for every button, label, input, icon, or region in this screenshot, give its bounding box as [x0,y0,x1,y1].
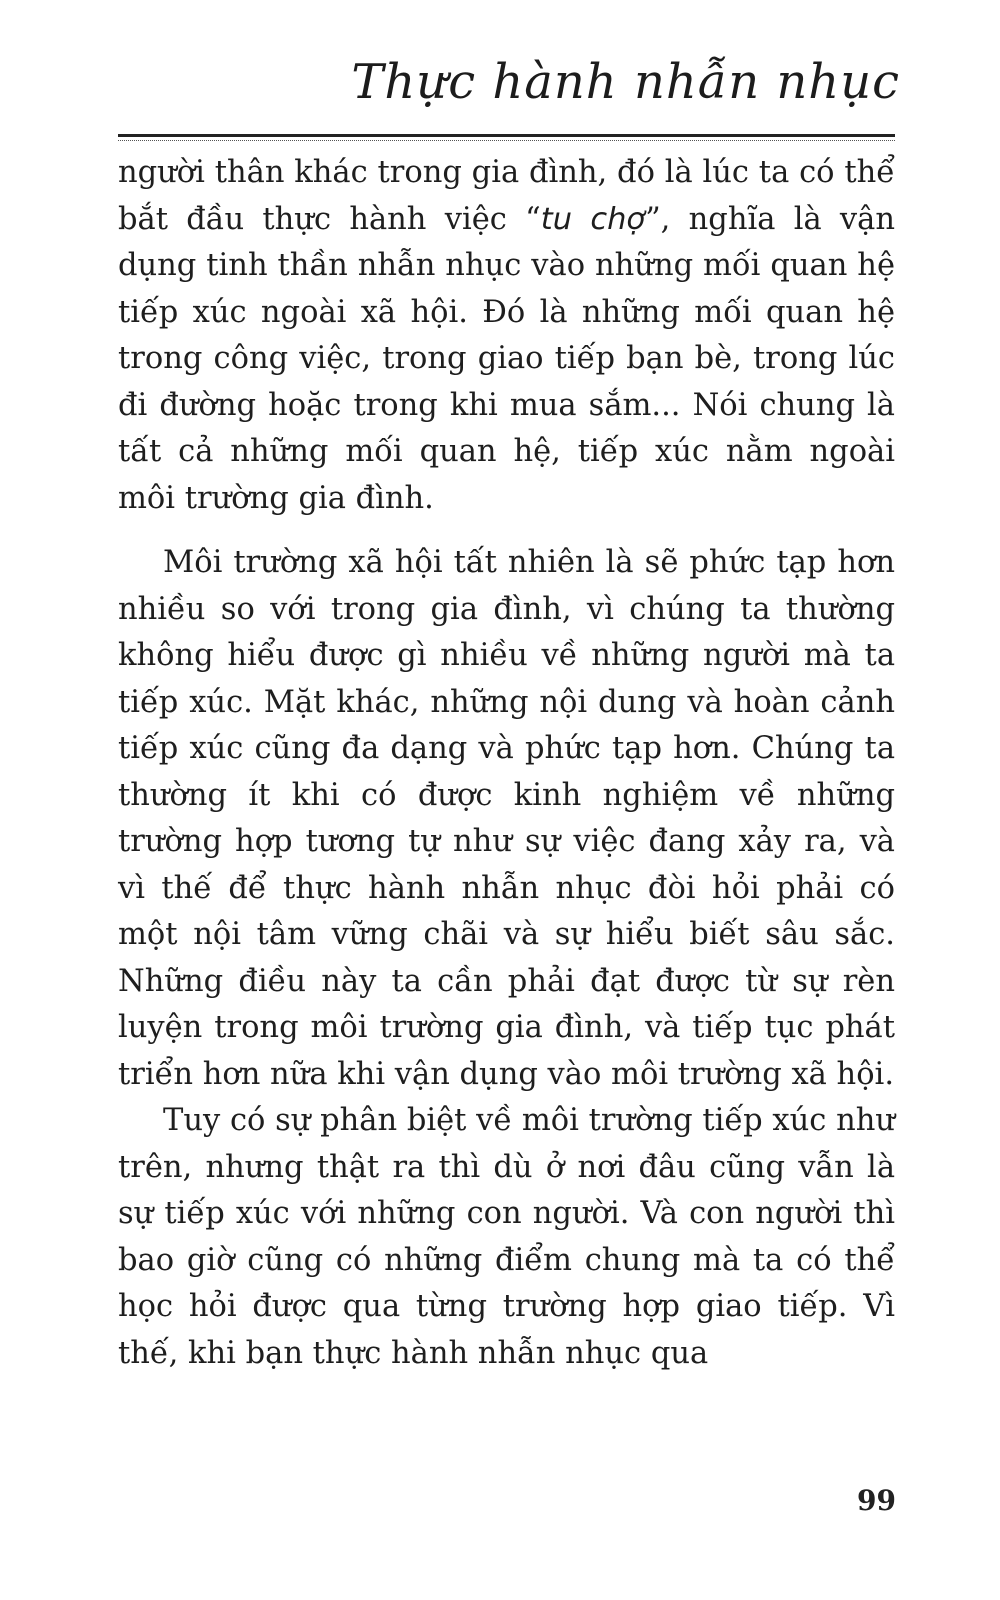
running-header-title: Thực hành nhẫn nhục [351,54,900,110]
page-number: 99 [857,1484,896,1517]
header-rule [118,134,895,137]
paragraph-1-text-end: ”, nghĩa là vận dụng tinh thần nhẫn nhục vào những mối quan hệ tiếp xúc ngoài xã hội. Đó là những mối quan hệ trong công việc, trong giao tiếp bạn bè, trong lúc đi đường hoặc trong khi mua sắm... Nói chung là tất cả những mối quan hệ, tiếp xúc nằm ngoài môi trường gia đình. [118,201,895,516]
page-body [118,150,895,1377]
paragraph-1-text-start: người thân khác trong gia đình, đó là lúc ta có thể bắt đầu thực hành việc “ [118,155,895,237]
paragraph-2: Môi trường xã hội tất nhiên là sẽ phức tạp hơn nhiều so với trong gia đình, vì chúng ta thường không hiểu được gì nhiều về những người mà ta tiếp xúc. Mặt khác, những nội dung và hoàn cảnh tiếp xúc cũng đa dạng và phức tạp hơn. Chúng ta thường ít khi có được kinh nghiệm về những trường hợp tương tự như sự việc đang xảy ra, và vì thế để thực hành nhẫn nhục đòi hỏi phải có một nội tâm vững chãi và sự hiểu biết sâu sắc. Những điều này ta cần phải đạt được từ sự rèn luyện trong môi trường gia đình, và tiếp tục phát triển hơn nữa khi vận dụng vào môi trường xã hội. [118,545,895,1092]
paragraph-1-term: tu chợ [540,201,646,237]
header-rule-dotted [118,140,895,141]
paragraph-3: Tuy có sự phân biệt về môi trường tiếp xúc như trên, nhưng thật ra thì dù ở nơi đâu cũng vẫn là sự tiếp xúc với những con người. Và con người thì bao giờ cũng có những điểm chung mà ta có thể học hỏi được qua từng trường hợp giao tiếp. Vì thế, khi bạn thực hành nhẫn nhục qua [118,1103,895,1371]
paragraph-1 [118,150,895,522]
